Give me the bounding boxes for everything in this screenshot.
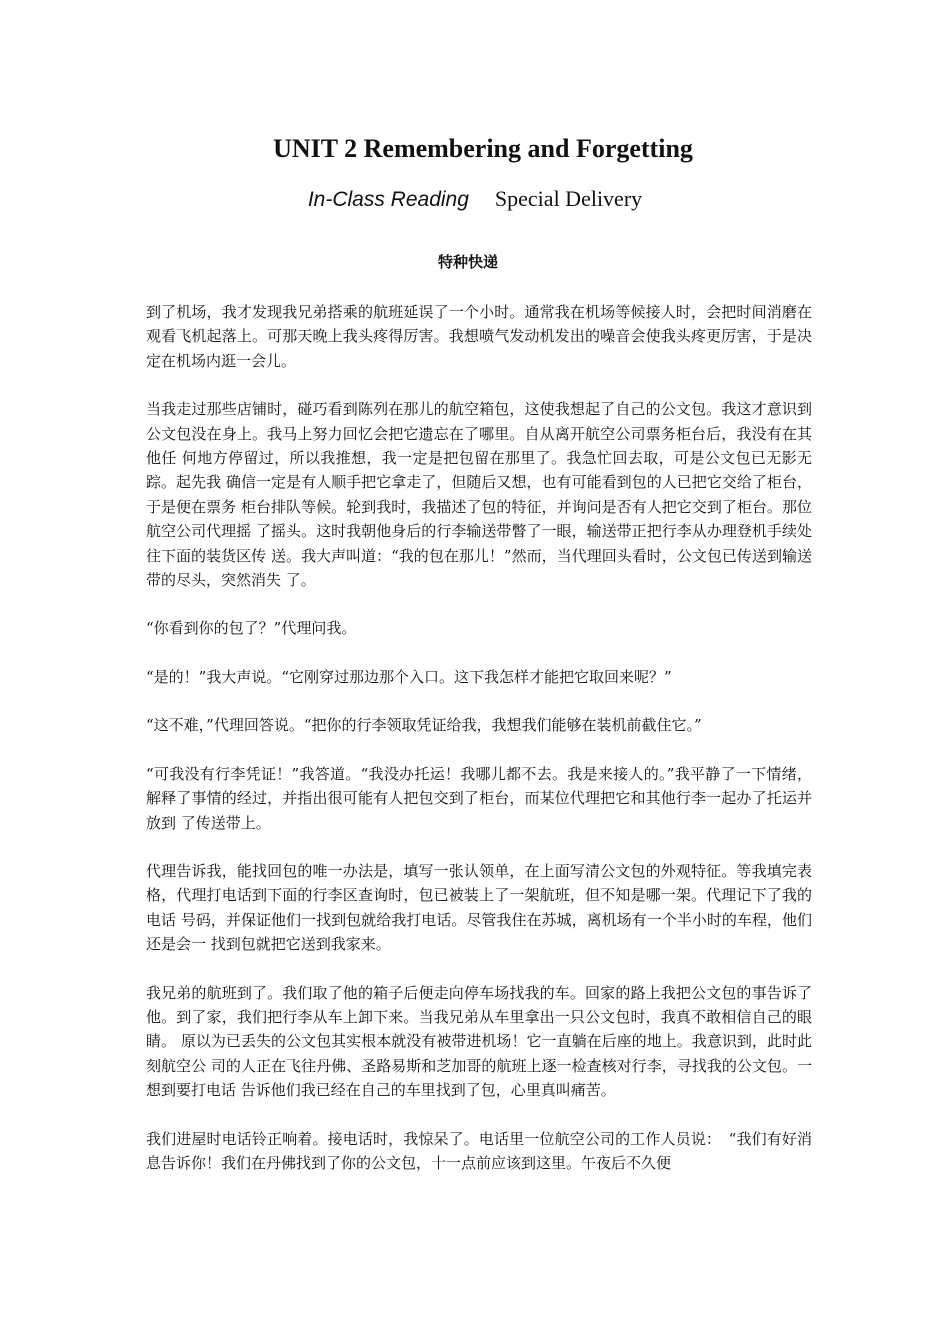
subtitle-label: In-Class Reading [307, 188, 469, 211]
paragraph: “你看到你的包了？”代理问我。 [146, 619, 357, 638]
paragraph: 到了机场，我才发现我兄弟搭乘的航班延误了一个小时。通常我在机场等候接人时，会把时间消磨在 观看飞机起落上。可那天晚上我头疼得厉害。我想喷气发动机发出的噪音会使我头疼更厉害，于是决定在机场内逛一会儿。 [146, 303, 812, 370]
paragraph: 我兄弟的航班到了。我们取了他的箱子后便走向停车场找我的车。回家的路上我把公文包的事告诉了 他。到了家，我们把行李从车上卸下来。当我兄弟从车里拿出一只公文包时，我真不敢相信自己的眼睛。 原以为已丢失的公文包其实根本就没有被带进机场！它一直躺在后座的地上。我意识到，此时此刻航空公 司的人正在飞往丹佛、圣路易斯和芝加哥的航班上逐一检查核对行李，寻找我的公文包。一想到要打电话 告诉他们我已经在自己的车里找到了包，心里真叫痛苦。 [146, 983, 812, 1100]
section-subtitle [0, 184, 950, 215]
subtitle-text: Special Delivery [494, 186, 643, 211]
paragraph: “是的！”我大声说。“它刚穿过那边那个入口。这下我怎样才能把它取回来呢？” [146, 667, 672, 686]
paragraph: “可我没有行李凭证！”我答道。“我没办托运！我哪儿都不去。我是来接人的。”我平静了一下情绪， 解释了事情的经过，并指出很可能有人把包交到了柜台，而某位代理把它和其他行李一起办了托运并放到 了传送带上。 [146, 764, 812, 832]
paragraph: “这不难，”代理回答说。“把你的行李领取凭证给我，我想我们能够在装机前截住它。” [146, 716, 702, 735]
body-text [146, 300, 812, 1199]
paragraph: 当我走过那些店铺时，碰巧看到陈列在那儿的航空箱包，这使我想起了自己的公文包。我这才意识到 公文包没在身上。我马上努力回忆会把它遗忘在了哪里。自从离开航空公司票务柜台后，我没有在其他任 何地方停留过，所以我推想，我一定是把包留在那里了。我急忙回去取，可是公文包已无影无踪。起先我 确信一定是有人顺手把它拿走了，但随后又想，也有可能看到包的人已把它交给了柜台，于是便在票务 柜台排队等候。轮到我时，我描述了包的特征，并询问是否有人把它交到了柜台。那位航空公司代理摇 了摇头。这时我朝他身后的行李输送带瞥了一眼，输送带正把行李从办理登机手续处往下面的装货区传 送。我大声叫道：“我的包在那儿！”然而，当代理回头看时，公文包已传送到输送带的尽头，突然消失 了。 [146, 400, 812, 590]
chinese-title: 特种快递 [437, 253, 498, 271]
paragraph: 我们进屋时电话铃正响着。接电话时，我惊呆了。电话里一位航空公司的工作人员说： “我们有好消 息告诉你！我们在丹佛找到了你的公文包，十一点前应该到这里。午夜后不久便 [146, 1129, 812, 1172]
paragraph: 代理告诉我，能找回包的唯一办法是，填写一张认领单，在上面写清公文包的外观特征。等我填完表 格，代理打电话到下面的行李区查询时，包已被装上了一架航班，但不知是哪一架。代理记下了我的电话 号码，并保证他们一找到包就给我打电话。尽管我住在苏城，离机场有一个半小时的车程，他们还是会一 找到包就把它送到我家来。 [146, 861, 812, 954]
page-title: UNIT 2 Remembering and Forgetting [273, 134, 693, 163]
